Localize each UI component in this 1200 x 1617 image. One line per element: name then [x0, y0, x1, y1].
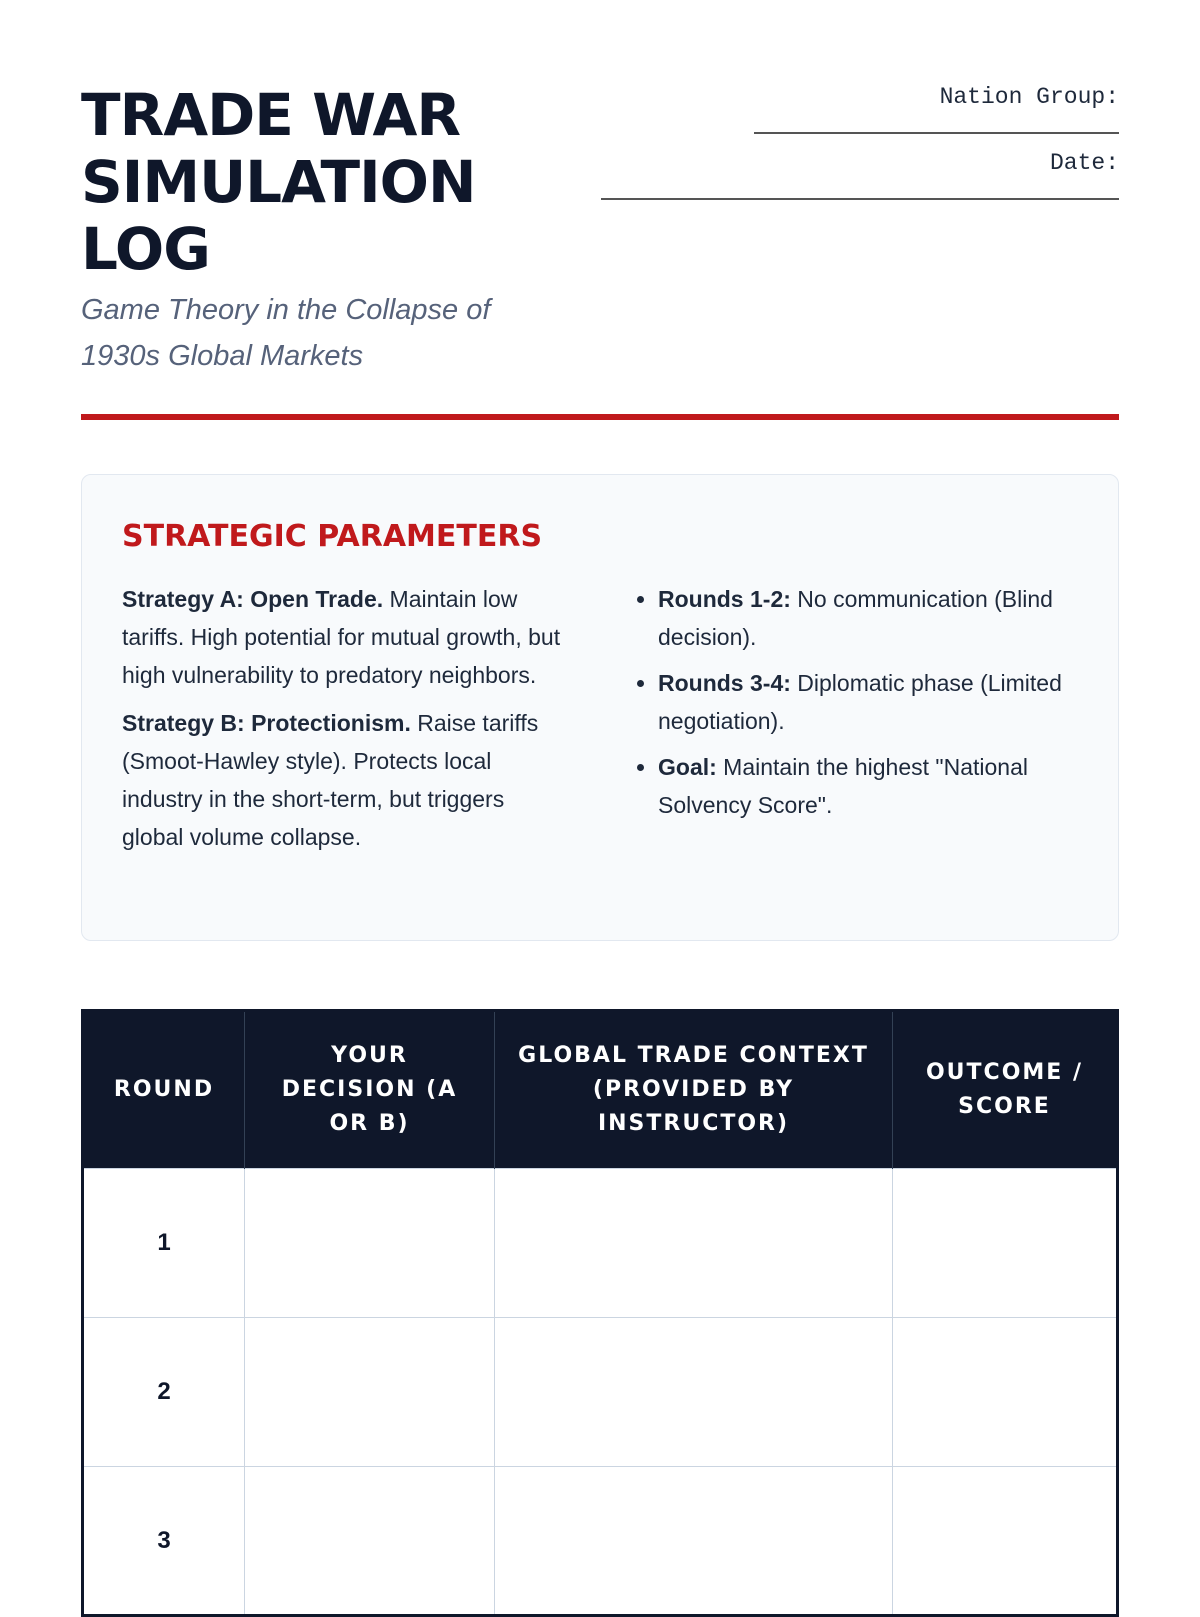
- simulation-log-table: [81, 1009, 1119, 1617]
- meta-fields: [579, 82, 1119, 414]
- outcome-cell[interactable]: [893, 1169, 1118, 1318]
- page-title: TRADE WAR SIMULATION LOG: [81, 81, 476, 283]
- strategy-b-text: Raise tariffs (Smoot-Hawley style). Protects local industry in the short-term, but triggers global volume collapse.: [122, 710, 539, 850]
- rule-text: No communication (Blind decision).: [658, 586, 1053, 650]
- nation-group-label: Nation Group:: [939, 84, 1119, 110]
- section-title: STRATEGIC PARAMETERS: [122, 519, 543, 554]
- strategy-a-text: Maintain low tariffs. High potential for mutual growth, but high vulnerability to predatory neighbors.: [122, 586, 561, 688]
- decision-cell[interactable]: [245, 1318, 495, 1467]
- rule-text: Diplomatic phase (Limited negotiation).: [658, 670, 1062, 734]
- list-item: [658, 580, 1078, 656]
- list-item: [658, 664, 1078, 740]
- table-row: [83, 1169, 1118, 1318]
- date-field[interactable]: [601, 178, 1119, 200]
- date-label: Date:: [1049, 150, 1119, 176]
- subtitle: Game Theory in the Collapse of 1930s Global Markets: [81, 294, 491, 372]
- strategy-b: [122, 704, 570, 856]
- col-round: ROUND: [83, 1011, 245, 1169]
- outcome-cell[interactable]: [893, 1467, 1118, 1616]
- table-row: [83, 1318, 1118, 1467]
- col-outcome: OUTCOME / SCORE: [893, 1011, 1118, 1169]
- list-item: [658, 748, 1078, 824]
- rules-list: [630, 580, 1078, 824]
- context-cell[interactable]: [495, 1467, 893, 1616]
- outcome-cell[interactable]: [893, 1318, 1118, 1467]
- round-number: 3: [83, 1467, 245, 1616]
- strategy-a-label: Strategy A: Open Trade.: [122, 586, 384, 612]
- strategy-a: [122, 580, 570, 694]
- col-context: GLOBAL TRADE CONTEXT (PROVIDED BY INSTRUCTOR): [495, 1011, 893, 1169]
- col-decision: YOUR DECISION (A OR B): [245, 1011, 495, 1169]
- context-cell[interactable]: [495, 1318, 893, 1467]
- table-row: [83, 1467, 1118, 1616]
- rule-label: Goal:: [658, 754, 717, 780]
- strategy-b-label: Strategy B: Protectionism.: [122, 710, 411, 736]
- decision-cell[interactable]: [245, 1169, 495, 1318]
- context-cell[interactable]: [495, 1169, 893, 1318]
- header: [81, 0, 1119, 420]
- decision-cell[interactable]: [245, 1467, 495, 1616]
- strategic-parameters: [81, 474, 1119, 941]
- rule-label: Rounds 3-4:: [658, 670, 791, 696]
- nation-group-field[interactable]: [754, 112, 1119, 134]
- rule-text: Maintain the highest "National Solvency Score".: [658, 754, 1028, 818]
- rule-label: Rounds 1-2:: [658, 586, 791, 612]
- round-number: 1: [83, 1169, 245, 1318]
- round-number: 2: [83, 1318, 245, 1467]
